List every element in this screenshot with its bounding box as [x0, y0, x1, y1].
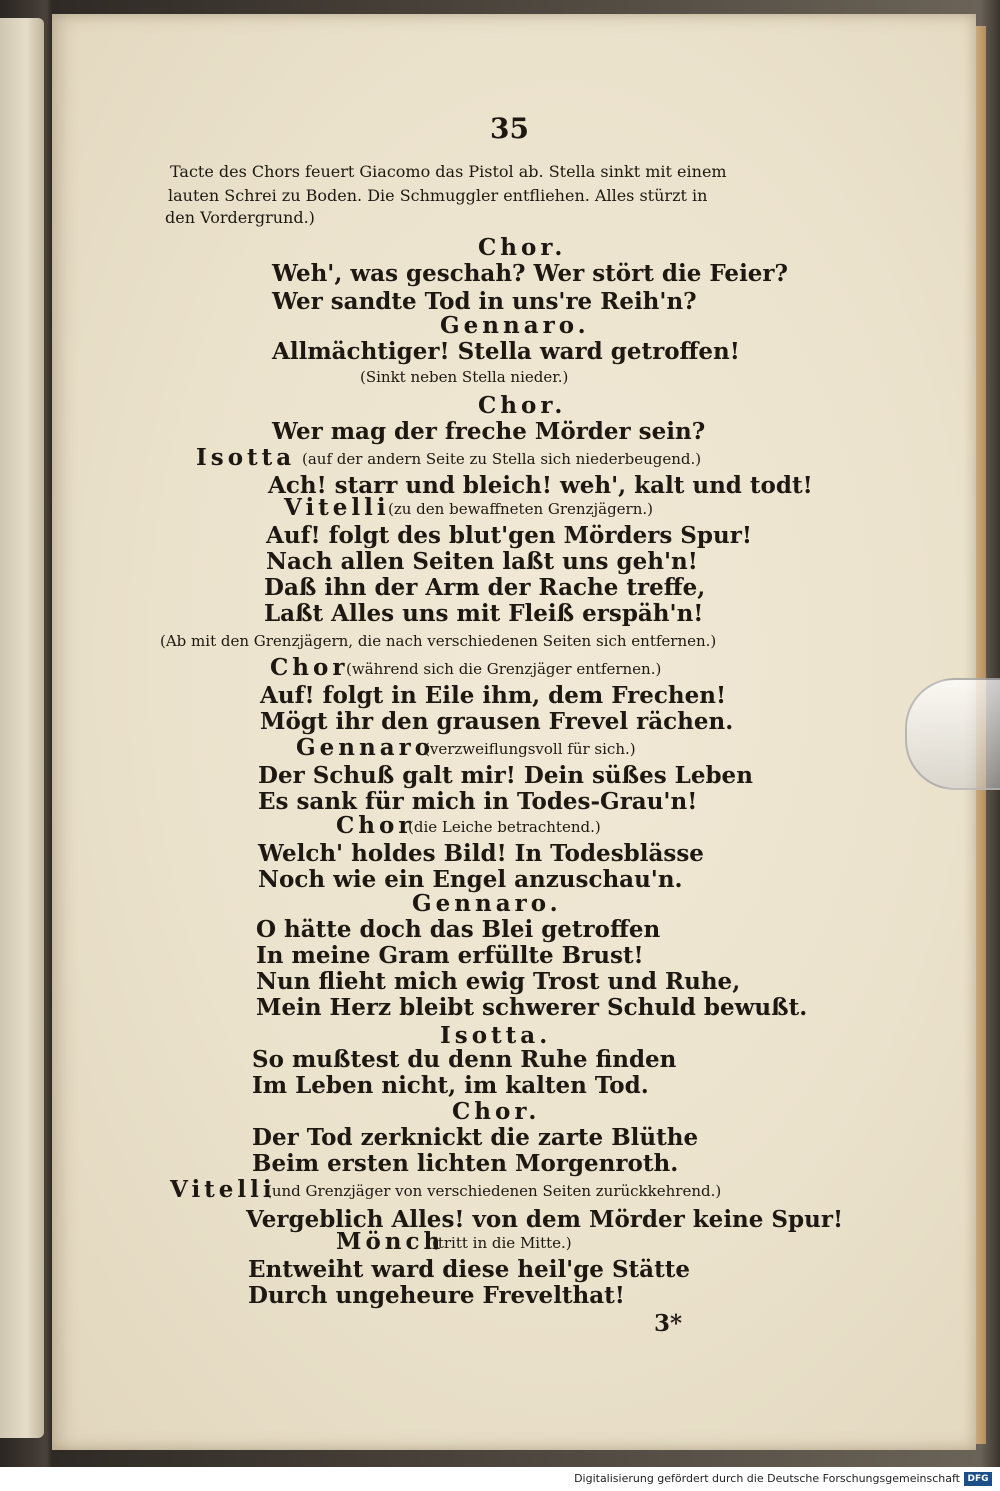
speaker-name: Isotta.	[440, 1022, 552, 1049]
verse-line: Noch wie ein Engel anzuschau'n.	[258, 866, 683, 893]
stage-direction: (während sich die Grenzjäger entfernen.)	[346, 660, 662, 678]
speaker-name: Gennaro.	[440, 312, 590, 339]
verse-line: So mußtest du denn Ruhe finden	[252, 1046, 677, 1073]
stage-direction: (zu den bewaffneten Grenzjägern.)	[388, 500, 653, 518]
verse-line: Durch ungeheure Frevelthat!	[248, 1282, 625, 1309]
verse-line: Welch' holdes Bild! In Todesblässe	[258, 840, 704, 867]
dfg-logo: DFG	[964, 1472, 992, 1486]
stage-direction: (die Leiche betrachtend.)	[408, 818, 601, 836]
speaker-name: Mönch	[336, 1228, 445, 1255]
speaker-name: Chor.	[478, 234, 567, 261]
verse-line: Wer sandte Tod in uns're Reih'n?	[272, 288, 697, 315]
verse-line: Nun flieht mich ewig Trost und Ruhe,	[256, 968, 741, 995]
stage-direction: lauten Schrei zu Boden. Die Schmuggler entfliehen. Alles stürzt in	[168, 186, 708, 205]
verse-line: Im Leben nicht, im kalten Tod.	[252, 1072, 649, 1099]
verse-line: Auf! folgt des blut'gen Mörders Spur!	[266, 522, 752, 549]
verse-line: Entweiht ward diese heil'ge Stätte	[248, 1256, 690, 1283]
stage-direction: (verzweiflungsvoll für sich.)	[424, 740, 636, 758]
verse-line: Laßt Alles uns mit Fleiß erspäh'n!	[264, 600, 704, 627]
verse-line: Ach! starr und bleich! weh', kalt und todt!	[268, 472, 813, 499]
speaker-name: Vitelli	[284, 494, 390, 521]
verse-line: Beim ersten lichten Morgenroth.	[252, 1150, 679, 1177]
stage-direction: Tacte des Chors feuert Giacomo das Pistol ab. Stella sinkt mit einem	[170, 162, 727, 181]
stage-direction: (auf der andern Seite zu Stella sich niederbeugend.)	[302, 450, 702, 468]
verse-line: Auf! folgt in Eile ihm, dem Frechen!	[260, 682, 727, 709]
signature-mark: 3*	[654, 1310, 683, 1337]
verse-line: Nach allen Seiten laßt uns geh'n!	[266, 548, 698, 575]
verse-line: Vergeblich Alles! von dem Mörder keine Spur!	[246, 1206, 844, 1233]
page-number: 35	[490, 112, 529, 145]
verse-line: Wer mag der freche Mörder sein?	[272, 418, 706, 445]
verse-line: Es sank für mich in Todes-Grau'n!	[258, 788, 698, 815]
speaker-name: Chor	[270, 654, 349, 681]
stage-direction: den Vordergrund.)	[165, 208, 315, 227]
stage-direction: (tritt in die Mitte.)	[432, 1234, 572, 1252]
footer-bar	[0, 1467, 1000, 1491]
speaker-name: Gennaro.	[412, 890, 562, 917]
funding-credit: Digitalisierung gefördert durch die Deutsche Forschungsgemeinschaft	[574, 1472, 960, 1485]
stage-direction: (Sinkt neben Stella nieder.)	[360, 368, 569, 386]
verse-line: Der Schuß galt mir! Dein süßes Leben	[258, 762, 753, 789]
verse-line: Allmächtiger! Stella ward getroffen!	[272, 338, 740, 365]
verse-line: Weh', was geschah? Wer stört die Feier?	[272, 260, 789, 287]
speaker-name: Chor	[336, 812, 415, 839]
stage-direction: (und Grenzjäger von verschiedenen Seiten zurückkehrend.)	[266, 1182, 722, 1200]
page-clip	[905, 678, 1000, 790]
speaker-name: Chor.	[452, 1098, 541, 1125]
speaker-name: Gennaro	[296, 734, 435, 761]
verse-line: Mein Herz bleibt schwerer Schuld bewußt.	[256, 994, 808, 1021]
verse-line: O hätte doch das Blei getroffen	[256, 916, 661, 943]
speaker-name: Chor.	[478, 392, 567, 419]
speaker-name: Vitelli	[170, 1176, 276, 1203]
verse-line: Mögt ihr den grausen Frevel rächen.	[260, 708, 734, 735]
verse-line: Daß ihn der Arm der Rache treffe,	[264, 574, 706, 601]
previous-page-edge	[0, 18, 44, 1438]
speaker-name: Isotta	[196, 444, 296, 471]
verse-line: Der Tod zerknickt die zarte Blüthe	[252, 1124, 699, 1151]
verse-line: In meine Gram erfüllte Brust!	[256, 942, 644, 969]
stage-direction: (Ab mit den Grenzjägern, die nach verschiedenen Seiten sich entfernen.)	[160, 632, 717, 650]
